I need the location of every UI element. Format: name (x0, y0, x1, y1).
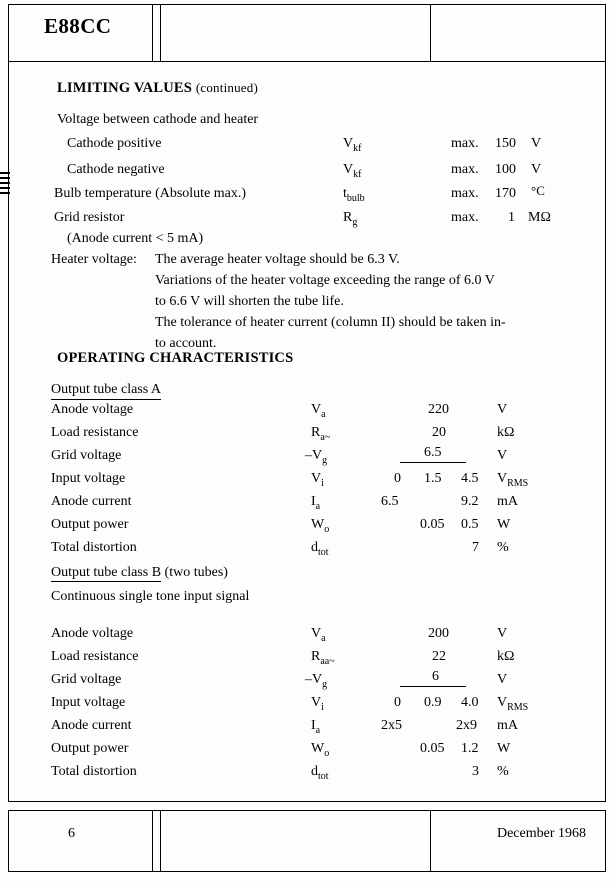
row-value: 7 (472, 540, 479, 555)
row-label: Grid resistor (54, 210, 125, 225)
row-symbol: $V_{kf}$ (343, 162, 362, 180)
row-unit: V (497, 626, 508, 641)
class-b-heading-note: (two tubes) (164, 565, 228, 580)
row-qualifier: max. (451, 186, 479, 201)
row-value: 1.2 (461, 741, 479, 756)
row-unit: W (497, 517, 511, 532)
row-value: 20 (432, 425, 446, 440)
row-value: 220 (428, 402, 449, 417)
footer-separator-2 (160, 810, 161, 872)
row-value: 22 (432, 649, 446, 664)
page-content (0, 62, 616, 810)
row-unit: kΩ (497, 425, 515, 440)
row-value: 6.5 (424, 445, 442, 460)
row-label: Input voltage (51, 471, 126, 486)
row-unit: V (497, 402, 508, 417)
row-symbol: $t_{bulb}$ (343, 186, 365, 204)
row-label: Cathode negative (67, 162, 165, 177)
heater-note-line: to account. (155, 336, 217, 351)
row-unit: mA (497, 718, 518, 733)
row-value: 170 (495, 186, 516, 201)
class-a-heading: Output tube class A (51, 382, 161, 400)
row-symbol: $R_g$ (343, 210, 358, 228)
row-qualifier: max. (451, 162, 479, 177)
row-value: 150 (495, 136, 516, 151)
row-symbol: $I_a$ (311, 718, 321, 736)
row-symbol: $-V_g$ (305, 672, 328, 690)
row-unit: V (497, 672, 508, 687)
limiting-values-continued: (continued) (195, 80, 258, 95)
row-value: 0.05 (420, 517, 445, 532)
row-value: 0.9 (424, 695, 442, 710)
row-label: Total distortion (51, 764, 137, 779)
row-label: Anode current (51, 718, 132, 733)
row-label: Load resistance (51, 649, 139, 664)
row-symbol: $W_o$ (311, 517, 330, 535)
limiting-values-title (57, 80, 258, 97)
heater-note-line: Variations of the heater voltage exceeding the range of 6.0 V (155, 273, 495, 288)
operating-characteristics-title: OPERATING CHARACTERISTICS (57, 350, 294, 366)
row-unit: $V_{RMS}$ (497, 471, 529, 489)
row-value: 200 (428, 626, 449, 641)
row-unit: V (497, 448, 508, 463)
row-unit: °C (531, 183, 545, 198)
row-value: 0.5 (461, 517, 479, 532)
row-unit: kΩ (497, 649, 515, 664)
row-label: Anode voltage (51, 402, 134, 417)
publication-date: December 1968 (496, 826, 586, 841)
limiting-values-title-text: LIMITING VALUES (57, 80, 193, 96)
row-unit: V (531, 136, 542, 151)
tube-type-title: E88CC (44, 14, 112, 38)
row-unit: mA (497, 494, 518, 509)
row-label: Cathode positive (67, 136, 162, 151)
header-separator-1 (152, 4, 153, 62)
row-symbol: $V_a$ (311, 626, 326, 644)
row-unit: V (531, 162, 542, 177)
row-label: Anode current (51, 494, 132, 509)
row-label: Load resistance (51, 425, 139, 440)
row-value: 100 (495, 162, 516, 177)
row-label: Grid voltage (51, 448, 122, 463)
row-symbol: $W_o$ (311, 741, 330, 759)
row-value: 1.5 (424, 471, 442, 486)
row-symbol: $d_{tot}$ (311, 540, 329, 558)
row-value: 4.5 (461, 471, 479, 486)
footer-separator-1 (152, 810, 153, 872)
row-value: 0 (394, 471, 401, 486)
header-separator-3 (430, 4, 431, 62)
row-qualifier: max. (451, 136, 479, 151)
heater-note-line: to 6.6 V will shorten the tube life. (155, 294, 344, 309)
row-symbol: $V_i$ (311, 471, 324, 489)
row-value: 9.2 (461, 494, 479, 509)
heater-note-line: The average heater voltage should be 6.3 V. (155, 252, 400, 267)
row-symbol: $V_{kf}$ (343, 136, 362, 154)
row-unit: % (497, 764, 509, 779)
row-symbol: $-V_g$ (305, 448, 328, 466)
row-value: 0 (394, 695, 401, 710)
row-symbol: $V_a$ (311, 402, 326, 420)
row-label: Total distortion (51, 540, 137, 555)
row-value: 3 (472, 764, 479, 779)
row-value: 4.0 (461, 695, 479, 710)
row-unit: MΩ (528, 210, 551, 225)
row-value: 6 (432, 669, 439, 684)
class-b-heading-text: Output tube class B (51, 565, 162, 580)
footer-separator-3 (430, 810, 431, 872)
row-label: Output power (51, 517, 129, 532)
row-value: 6.5 (381, 494, 399, 509)
row-symbol: $R_{a\sim}$ (311, 425, 331, 443)
row-unit: W (497, 741, 511, 756)
header-separator-2 (160, 4, 161, 62)
row-unit: $V_{RMS}$ (497, 695, 529, 713)
class-a-grid-voltage-rule (400, 462, 466, 463)
row-symbol: $I_a$ (311, 494, 321, 512)
row-symbol: $d_{tot}$ (311, 764, 329, 782)
limiting-values-subtitle: Voltage between cathode and heater (57, 112, 259, 127)
class-b-heading (51, 565, 228, 581)
row-label: Grid voltage (51, 672, 122, 687)
row-label: Input voltage (51, 695, 126, 710)
row-label: Bulb temperature (Absolute max.) (54, 186, 247, 201)
heater-note-line: The tolerance of heater current (column II) should be taken in- (155, 315, 506, 330)
row-unit: % (497, 540, 509, 555)
row-label: Anode voltage (51, 626, 134, 641)
row-value: 2x9 (456, 718, 477, 733)
grid-resistor-note: (Anode current < 5 mA) (67, 231, 204, 246)
heater-note-label: Heater voltage: (51, 252, 137, 267)
class-b-subtitle: Continuous single tone input signal (51, 589, 250, 604)
page-number: 6 (68, 826, 75, 841)
row-qualifier: max. (451, 210, 479, 225)
class-b-grid-voltage-rule (400, 686, 466, 687)
row-symbol: $V_i$ (311, 695, 324, 713)
row-value: 2x5 (381, 718, 402, 733)
row-symbol: $R_{aa\sim}$ (311, 649, 335, 667)
row-value: 1 (508, 210, 515, 225)
row-value: 0.05 (420, 741, 445, 756)
row-label: Output power (51, 741, 129, 756)
